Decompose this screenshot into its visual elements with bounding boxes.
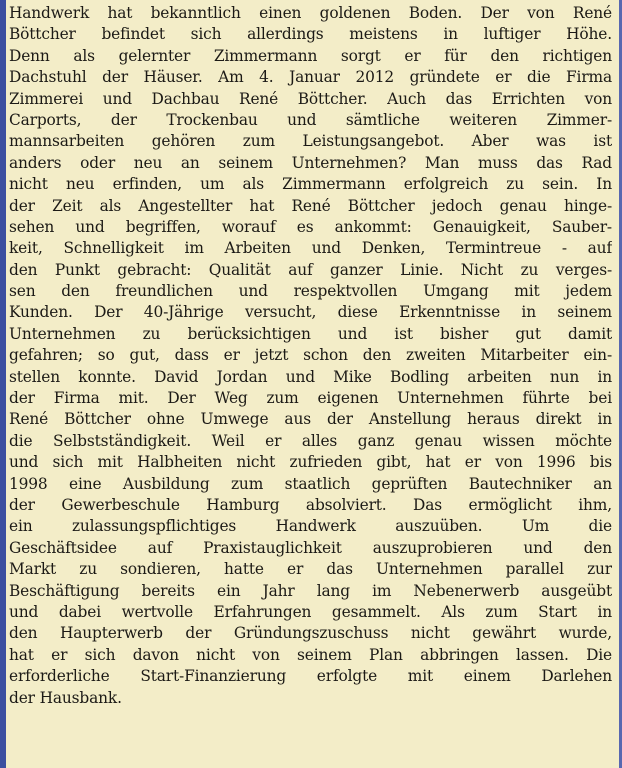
left-border [0,0,6,768]
article-line: Dachstuhl der Häuser. Am 4. Januar 2012 gründete er die Firma [9,68,612,87]
article-line: Zimmerei und Dachbau René Böttcher. Auch das Errichten von [9,89,612,108]
article-line: Böttcher befindet sich allerdings meistens in luftiger Höhe. [9,25,612,44]
article-line: anders oder neu an seinem Unternehmen? Man muss das Rad [9,153,612,172]
article-line: Carports, der Trockenbau und sämtliche weiteren Zimmer- [9,110,612,129]
article-line: keit, Schnelligkeit im Arbeiten und Denken, Termintreue - auf [9,239,612,258]
article-line: Unternehmen zu berücksichtigen und ist bisher gut damit [9,324,612,343]
article-line: und sich mit Halbheiten nicht zufrieden gibt, hat er von 1996 bis [9,453,612,472]
article-line: den Haupterwerb der Gründungszuschuss nicht gewährt wurde, [9,624,612,643]
article-line: erforderliche Start-Finanzierung erfolgte mit einem Darlehen [9,667,612,686]
article-line: 1998 eine Ausbildung zum staatlich geprüften Bautechniker an [9,474,612,493]
article-line: Markt zu sondieren, hatte er das Unternehmen parallel zur [9,560,612,579]
article-line: Denn als gelernter Zimmermann sorgt er für den richtigen [9,46,612,65]
article-line: Beschäftigung bereits ein Jahr lang im Nebenerwerb ausgeübt [9,581,612,600]
article-line: der Hausbank. [9,688,122,707]
article-line: stellen konnte. David Jordan und Mike Bodling arbeiten nun in [9,367,612,386]
article-line: sehen und begriffen, worauf es ankommt: Genauigkeit, Sauber- [9,217,612,236]
article-line: der Firma mit. Der Weg zum eigenen Unternehmen führte bei [9,389,612,408]
article-line: den Punkt gebracht: Qualität auf ganzer Linie. Nicht zu verges- [9,260,612,279]
article-line: René Böttcher ohne Umwege aus der Anstellung heraus direkt in [9,410,612,429]
article-line: Geschäftsidee auf Praxistauglichkeit auszuprobieren und den [9,538,612,557]
article-line: nicht neu erfinden, um als Zimmermann erfolgreich zu sein. In [9,175,612,194]
article-line: und dabei wertvolle Erfahrungen gesammelt. Als zum Start in [9,602,612,621]
article-line: der Zeit als Angestellter hat René Böttcher jedoch genau hinge- [9,196,612,215]
article-line: Kunden. Der 40-Jährige versucht, diese Erkenntnisse in seinem [9,303,612,322]
article-line: gefahren; so gut, dass er jetzt schon den zweiten Mitarbeiter ein- [9,346,612,365]
article-line: hat er sich davon nicht von seinem Plan abbringen lassen. Die [9,645,612,664]
article-line: ein zulassungspflichtiges Handwerk auszuüben. Um die [9,517,612,536]
article-body [9,3,612,709]
article-line: sen den freundlichen und respektvollen Umgang mit jedem [9,282,612,301]
article-line: die Selbstständigkeit. Weil er alles ganz genau wissen möchte [9,431,612,450]
article-line: der Gewerbeschule Hamburg absolviert. Das ermöglicht ihm, [9,495,612,514]
article-line: Handwerk hat bekanntlich einen goldenen Boden. Der von René [9,4,612,22]
article-line: mannsarbeiten gehören zum Leistungsangebot. Aber was ist [9,132,612,151]
